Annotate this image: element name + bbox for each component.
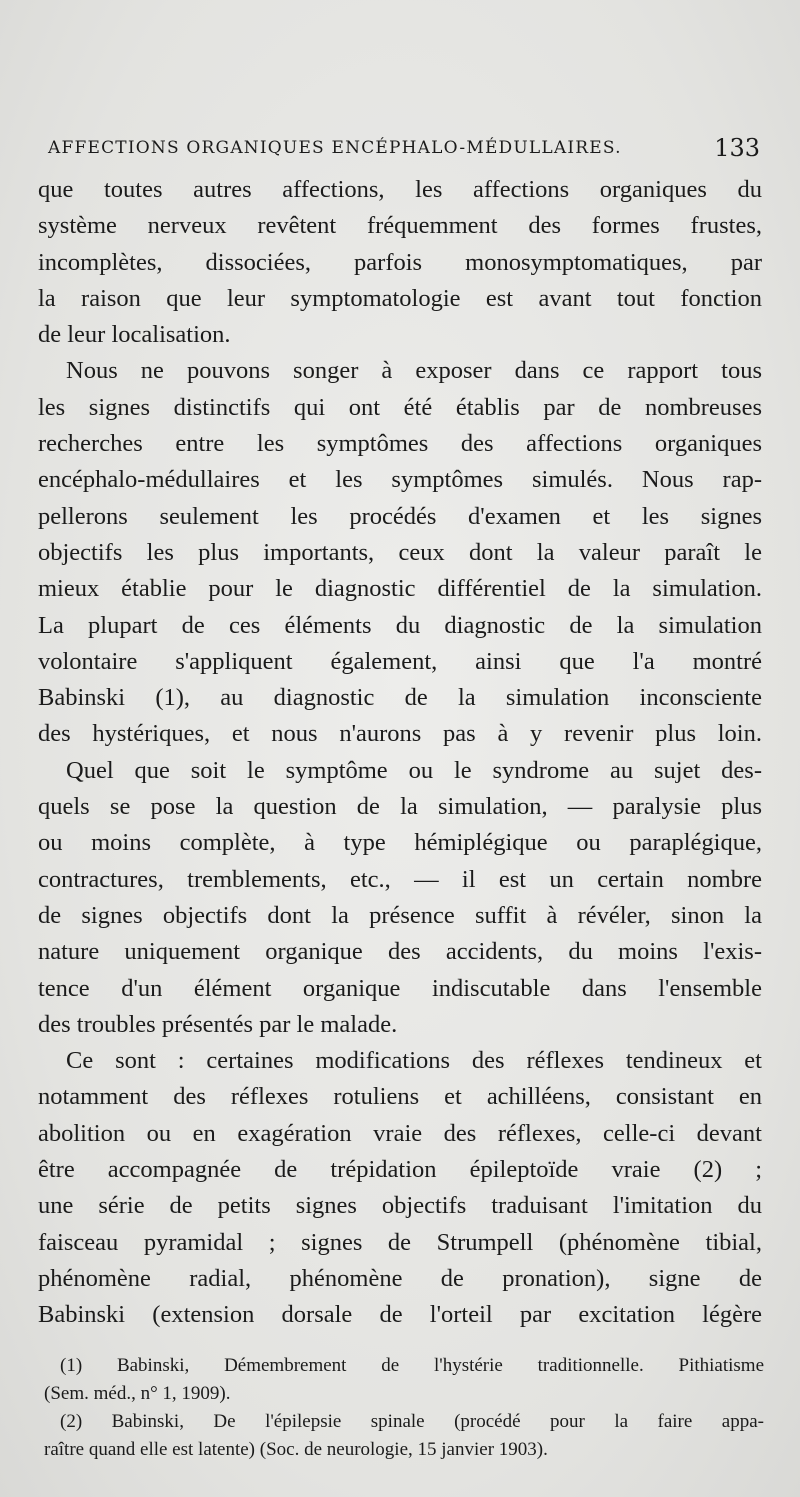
text-line: notamment des réflexes rotuliens et achilléens, consistant en (38, 1083, 762, 1111)
text-line: les signes distinctifs qui ont été établis par de nombreuses (38, 393, 762, 421)
paragraph-start-line: Ce sont : certaines modifications des réflexes tendineux et (66, 1047, 762, 1075)
footnotes (44, 1352, 764, 1464)
text-line: Babinski (1), au diagnostic de la simulation inconsciente (38, 684, 762, 712)
running-head (48, 130, 760, 166)
text-line: phénomène radial, phénomène de pronation), signe de (38, 1264, 762, 1292)
text-line: La plupart de ces éléments du diagnostic de la simulation (38, 611, 762, 639)
footnote-2-continued: raître quand elle est latente) (Soc. de neurologie, 15 janvier 1903). (44, 1439, 548, 1460)
text-line: incomplètes, dissociées, parfois monosymptomatiques, par (38, 248, 762, 276)
text-line: être accompagnée de trépidation épileptoïde vraie (2) ; (38, 1156, 762, 1184)
paragraph-start-line: Quel que soit le symptôme ou le syndrome au sujet des- (66, 756, 762, 784)
text-line: des troubles présentés par le malade. (38, 1010, 398, 1038)
text-line: contractures, tremblements, etc., — il est un certain nombre (38, 865, 762, 893)
footnote-2: (2) Babinski, De l'épilepsie spinale (procédé pour la faire appa- (60, 1411, 764, 1432)
text-line: de signes objectifs dont la présence suffit à révéler, sinon la (38, 901, 762, 929)
text-line: faisceau pyramidal ; signes de Strumpell (phénomène tibial, (38, 1228, 762, 1256)
body-text (38, 172, 762, 1334)
footnote-1: (1) Babinski, Démembrement de l'hystérie traditionnelle. Pithiatisme (60, 1355, 764, 1376)
text-line: des hystériques, et nous n'aurons pas à y revenir plus loin. (38, 720, 762, 748)
text-line: encéphalo-médullaires et les symptômes simulés. Nous rap- (38, 466, 762, 494)
page-number: 133 (714, 134, 760, 162)
text-line: pellerons seulement les procédés d'examen et les signes (38, 502, 762, 530)
text-line: objectifs les plus importants, ceux dont la valeur paraît le (38, 538, 762, 566)
text-line: de leur localisation. (38, 321, 231, 349)
footnote-1-continued: (Sem. méd., n° 1, 1909). (44, 1383, 231, 1404)
text-line: tence d'un élément organique indiscutable dans l'ensemble (38, 974, 762, 1002)
text-line: que toutes autres affections, les affections organiques du (38, 176, 762, 203)
text-line: nature uniquement organique des accidents, du moins l'exis- (38, 938, 762, 966)
text-line: une série de petits signes objectifs traduisant l'imitation du (38, 1192, 762, 1220)
text-line: abolition ou en exagération vraie des réflexes, celle-ci devant (38, 1119, 762, 1147)
text-line: la raison que leur symptomatologie est avant tout fonction (38, 284, 762, 312)
text-line: recherches entre les symptômes des affections organiques (38, 430, 762, 458)
text-line: système nerveux revêtent fréquemment des formes frustes, (38, 212, 762, 240)
running-head-title: AFFECTIONS ORGANIQUES ENCÉPHALO-MÉDULLAIRES. (48, 138, 622, 158)
paragraph-start-line: Nous ne pouvons songer à exposer dans ce rapport tous (66, 357, 762, 385)
text-line: quels se pose la question de la simulation, — paralysie plus (38, 793, 762, 821)
text-line: ou moins complète, à type hémiplégique ou paraplégique, (38, 829, 762, 857)
text-line: volontaire s'appliquent également, ainsi que l'a montré (38, 647, 762, 675)
text-line: Babinski (extension dorsale de l'orteil par excitation légère (38, 1301, 762, 1329)
text-line: mieux établie pour le diagnostic différentiel de la simulation. (38, 575, 762, 603)
